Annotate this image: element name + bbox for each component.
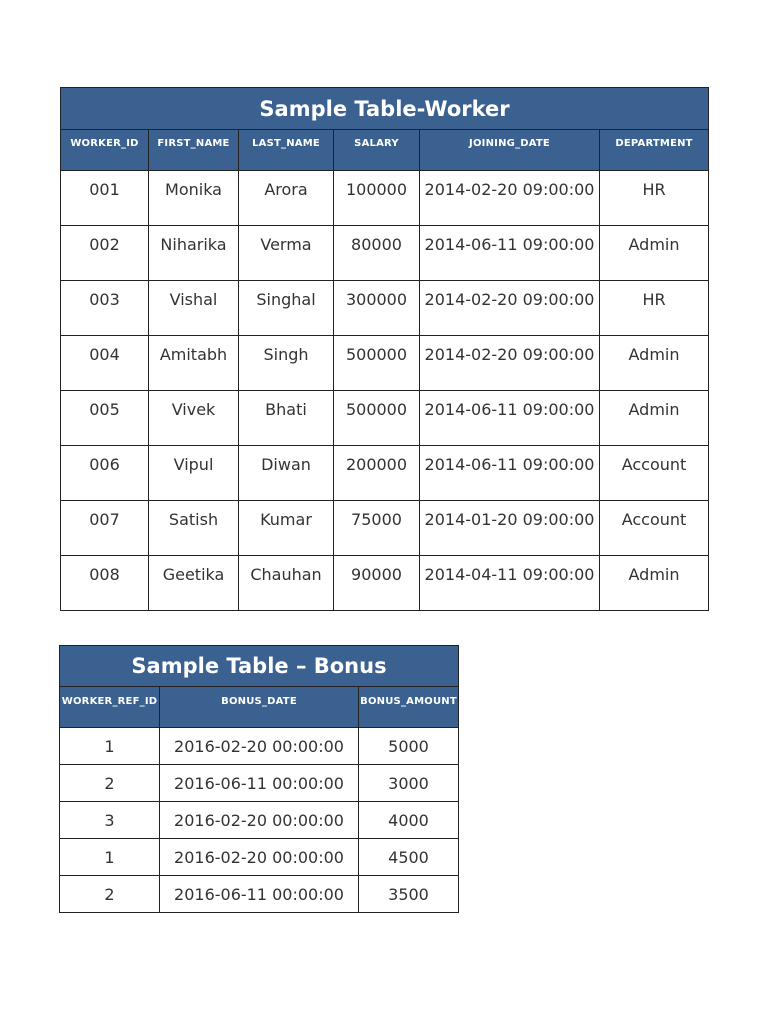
worker-header-worker-id: WORKER_ID: [61, 130, 149, 171]
worker-table-cell: Kumar: [239, 501, 334, 556]
bonus-table-cell: 2016-06-11 00:00:00: [160, 765, 359, 802]
worker-header-last-name: LAST_NAME: [239, 130, 334, 171]
worker-table-cell: 001: [61, 171, 149, 226]
worker-table-cell: Geetika: [149, 556, 239, 611]
worker-table-cell: 003: [61, 281, 149, 336]
worker-table-cell: Account: [600, 446, 709, 501]
worker-table-cell: 2014-06-11 09:00:00: [420, 391, 600, 446]
worker-table-cell: Arora: [239, 171, 334, 226]
worker-table-cell: Diwan: [239, 446, 334, 501]
bonus-table-body: [60, 728, 459, 913]
worker-table-cell: Admin: [600, 556, 709, 611]
worker-table-cell: Monika: [149, 171, 239, 226]
bonus-table-title: Sample Table – Bonus: [60, 646, 459, 687]
worker-table-cell: Admin: [600, 336, 709, 391]
worker-table: [60, 87, 709, 611]
worker-header-joining-date: JOINING_DATE: [420, 130, 600, 171]
bonus-table-cell: 5000: [359, 728, 459, 765]
worker-table-cell: Niharika: [149, 226, 239, 281]
bonus-table-cell: 3000: [359, 765, 459, 802]
bonus-table-cell: 2016-02-20 00:00:00: [160, 728, 359, 765]
worker-table-row: [61, 556, 709, 611]
bonus-table-cell: 2: [60, 876, 160, 913]
worker-table-cell: 200000: [334, 446, 420, 501]
worker-table-cell: Vishal: [149, 281, 239, 336]
worker-table-cell: 2014-02-20 09:00:00: [420, 336, 600, 391]
worker-table-cell: 008: [61, 556, 149, 611]
worker-table-cell: 007: [61, 501, 149, 556]
worker-header-row: [61, 130, 709, 171]
worker-table-cell: 2014-02-20 09:00:00: [420, 281, 600, 336]
worker-table-cell: Admin: [600, 391, 709, 446]
worker-table-cell: Chauhan: [239, 556, 334, 611]
worker-table-cell: 300000: [334, 281, 420, 336]
worker-table-cell: HR: [600, 281, 709, 336]
bonus-table-row: [60, 876, 459, 913]
worker-table-cell: Satish: [149, 501, 239, 556]
worker-table-cell: Vivek: [149, 391, 239, 446]
worker-table-cell: Bhati: [239, 391, 334, 446]
worker-table-cell: 004: [61, 336, 149, 391]
worker-table-row: [61, 171, 709, 226]
worker-table-cell: 80000: [334, 226, 420, 281]
worker-table-body: [61, 171, 709, 611]
bonus-table-cell: 2: [60, 765, 160, 802]
worker-table-cell: 75000: [334, 501, 420, 556]
worker-table-cell: Admin: [600, 226, 709, 281]
bonus-table-cell: 4000: [359, 802, 459, 839]
worker-header-first-name: FIRST_NAME: [149, 130, 239, 171]
worker-table-cell: HR: [600, 171, 709, 226]
worker-table-cell: Amitabh: [149, 336, 239, 391]
worker-table-row: [61, 391, 709, 446]
bonus-table-cell: 1: [60, 839, 160, 876]
worker-table-row: [61, 226, 709, 281]
worker-table-cell: 2014-06-11 09:00:00: [420, 446, 600, 501]
worker-table-cell: 500000: [334, 336, 420, 391]
bonus-header-bonus-amount: BONUS_AMOUNT: [359, 687, 459, 728]
worker-table-cell: 90000: [334, 556, 420, 611]
worker-table-cell: 002: [61, 226, 149, 281]
bonus-table-cell: 2016-02-20 00:00:00: [160, 802, 359, 839]
bonus-table: [59, 645, 459, 913]
worker-table-cell: Singh: [239, 336, 334, 391]
worker-header-department: DEPARTMENT: [600, 130, 709, 171]
bonus-table-row: [60, 765, 459, 802]
worker-table-cell: 2014-06-11 09:00:00: [420, 226, 600, 281]
worker-table-row: [61, 336, 709, 391]
worker-table-cell: Account: [600, 501, 709, 556]
worker-table-row: [61, 446, 709, 501]
worker-table-cell: 2014-02-20 09:00:00: [420, 171, 600, 226]
worker-title-row: [61, 88, 709, 130]
worker-table-cell: Vipul: [149, 446, 239, 501]
bonus-table-row: [60, 839, 459, 876]
bonus-table-cell: 2016-02-20 00:00:00: [160, 839, 359, 876]
bonus-table-row: [60, 728, 459, 765]
worker-table-cell: 2014-04-11 09:00:00: [420, 556, 600, 611]
bonus-table-cell: 3500: [359, 876, 459, 913]
worker-table-title: Sample Table-Worker: [61, 88, 709, 130]
worker-table-cell: 500000: [334, 391, 420, 446]
worker-table-cell: Singhal: [239, 281, 334, 336]
worker-header-salary: SALARY: [334, 130, 420, 171]
bonus-title-row: [60, 646, 459, 687]
bonus-table-cell: 4500: [359, 839, 459, 876]
bonus-header-worker-ref-id: WORKER_REF_ID: [60, 687, 160, 728]
bonus-table-cell: 3: [60, 802, 160, 839]
worker-table-row: [61, 501, 709, 556]
worker-table-cell: 005: [61, 391, 149, 446]
worker-table-cell: Verma: [239, 226, 334, 281]
bonus-header-bonus-date: BONUS_DATE: [160, 687, 359, 728]
worker-table-cell: 006: [61, 446, 149, 501]
worker-table-cell: 2014-01-20 09:00:00: [420, 501, 600, 556]
worker-table-cell: 100000: [334, 171, 420, 226]
bonus-table-row: [60, 802, 459, 839]
bonus-table-cell: 1: [60, 728, 160, 765]
bonus-header-row: [60, 687, 459, 728]
worker-table-row: [61, 281, 709, 336]
bonus-table-cell: 2016-06-11 00:00:00: [160, 876, 359, 913]
